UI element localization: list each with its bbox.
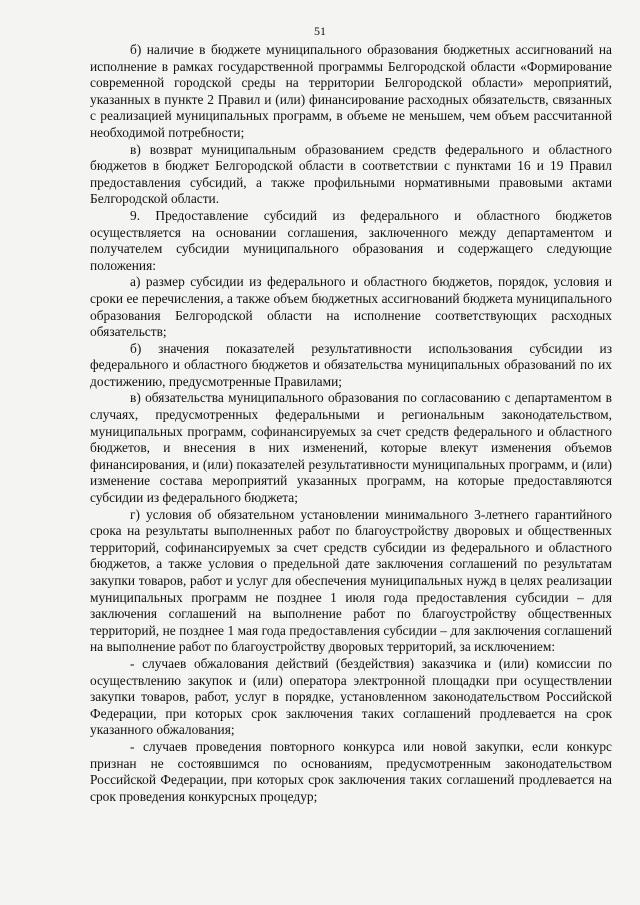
paragraph-exception-repeat: - случаев проведения повторного конкурса или новой закупки, если конкурс признан не состоявшимся по основаниям, предусмотренным законодательством Российской Федерации, при которых срок заключения таких соглашений продлевается на срок проведения конкурсных процедур; [90,738,612,804]
paragraph-a-size: а) размер субсидии из федерального и областного бюджетов, порядок, условия и сроки ее перечисления, а также объем бюджетных ассигнований бюджета муниципального образования Белгородской области на исполнение соответствующих расходных обязательств; [90,274,612,340]
paragraph-9-provision: 9. Предоставление субсидий из федерального и областного бюджетов осуществляется на основании соглашения, заключенного между департаментом и получателем субсидии муниципального образования и содержащего следующие положения: [90,207,612,273]
paragraph-g-conditions: г) условия об обязательном установлении минимального 3-летнего гарантийного срока на результаты выполненных работ по благоустройству дворовых и общественных территорий, софинансируемых за счет средств субсидии из федерального и областного бюджетов, а также условия о предельной дате заключения соглашений по результатам закупки товаров, работ и услуг для обеспечения муниципальных нужд в целях реализации муниципальных программ не позднее 1 июля года предоставления субсидии – для заключения соглашений на выполнение работ по благоустройству общественных территорий, не позднее 1 мая года предоставления субсидии – для заключения соглашений на выполнение работ по благоустройству дворовых территорий, за исключением: [90,506,612,655]
paragraph-v-return: в) возврат муниципальным образованием средств федерального и областного бюджетов в бюджет Белгородской области в соответствии с пунктами 16 и 19 Правил предоставления субсидий, а также профильными нормативными правовыми актами Белгородской области. [90,141,612,207]
paragraph-exception-appeal: - случаев обжалования действий (бездействия) заказчика и (или) комиссии по осуществлению закупок и (или) оператора электронной площадки при осуществлении закупки товаров, работ, услуг в порядке, установленном законодательством Российской Федерации, при которых срок заключения таких соглашений продлевается на срок указанного обжалования; [90,655,612,738]
paragraph-v-obligations: в) обязательства муниципального образования по согласованию с департаментом в случаях, предусмотренных федеральными и региональным законодательством, муниципальных программ, софинансируемых за счет средств федерального и областного бюджетов, и внесения в них изменений, которые влекут изменения объемов финансирования, и (или) показателей результативности муниципальных программ, и (или) изменение состава мероприятий указанных программ, на которые предоставляются субсидии из федерального бюджета; [90,390,612,506]
paragraph-b-budget: б) наличие в бюджете муниципального образования бюджетных ассигнований на исполнение в рамках государственной программы Белгородской области «Формирование современной городской среды на территории Белгородской области» мероприятий, указанных в пункте 2 Правил и (или) финансирование расходных обязательств, связанных с реализацией муниципальных программ, в объеме не меньшем, чем объем рассчитанной необходимой потребности; [90,42,612,140]
page-number: 51 [314,24,326,38]
document-body [90,42,612,805]
paragraph-b-indicators: б) значения показателей результативности использования субсидии из федерального и областного бюджетов и обязательства муниципальных образований по их достижению, предусмотренные Правилами; [90,340,612,389]
